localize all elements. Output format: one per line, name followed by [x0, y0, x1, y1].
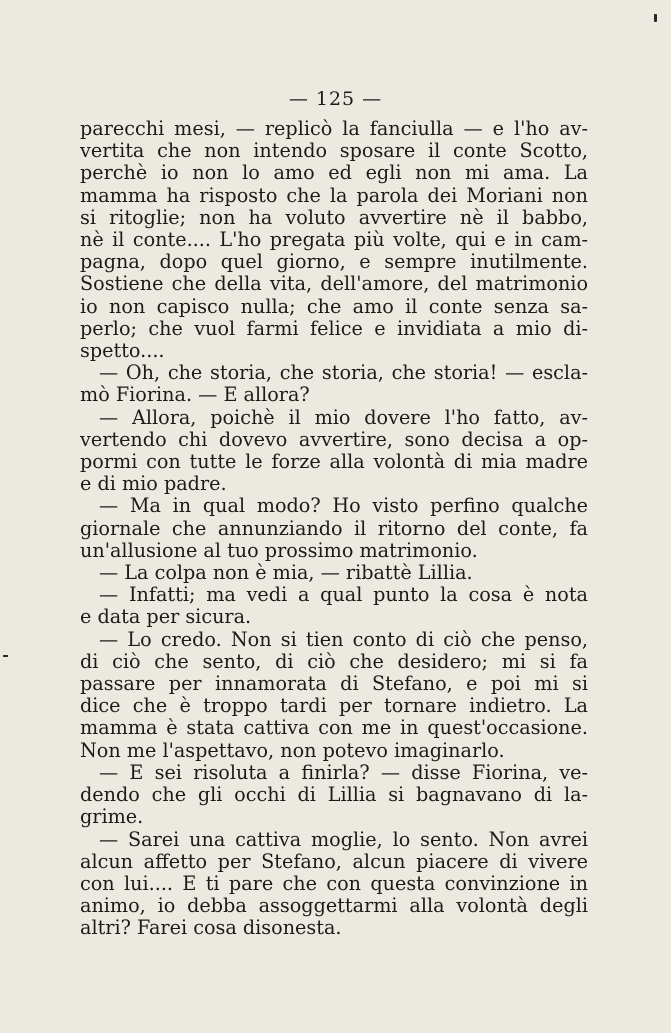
text-line: parecchi mesi, — replicò la fanciulla — e l'ho av- — [80, 118, 588, 140]
text-line: vertita che non intendo sposare il conte Scotto, — [80, 140, 588, 163]
text-line: — E sei risoluta a finirla? — disse Fiorina, ve- — [99, 761, 588, 784]
text-line: e data per sicura. — [80, 606, 252, 629]
text-line: dendo che gli occhi di Lillia si bagnavano di la- — [80, 784, 588, 807]
text-line: nè il conte.... L'ho pregata più volte, qui e in cam- — [80, 229, 588, 252]
text-line: — La colpa non è mia, — ribattè Lillia. — [99, 562, 473, 585]
text-line: e di mio padre. — [80, 473, 227, 496]
text-line: — Lo credo. Non si tien conto di ciò che penso, — [99, 628, 588, 651]
text-line: mamma ha risposto che la parola dei Moriani non — [80, 184, 588, 207]
text-line: perlo; che vuol farmi felice e invidiata a mio di- — [80, 317, 588, 340]
text-line: — Ma in qual modo? Ho visto perfino qualche — [99, 495, 588, 518]
text-line: Sostiene che della vita, dell'amore, del matrimonio — [80, 273, 588, 296]
text-line: passare per innamorata di Stefano, e poi mi si — [80, 673, 588, 696]
text-line: io non capisco nulla; che amo il conte senza sa- — [80, 295, 588, 318]
margin-mark — [3, 655, 8, 657]
text-line: spetto.... — [80, 340, 165, 363]
text-line: mò Fiorina. — E allora? — [80, 384, 310, 407]
text-line: alcun affetto per Stefano, alcun piacere di vivere — [80, 850, 588, 873]
text-line: un'allusione al tuo prossimo matrimonio. — [80, 539, 478, 562]
text-line: — Allora, poichè il mio dovere l'ho fatto, av- — [99, 406, 588, 429]
text-line: mamma è stata cattiva con me in quest'occasione. — [80, 717, 588, 740]
text-line: — Sarei una cattiva moglie, lo sento. Non avrei — [99, 828, 588, 851]
text-line: dice che è troppo tardi per tornare indietro. La — [80, 695, 588, 718]
page-number: — 125 — — [288, 88, 383, 110]
text-line: pagna, dopo quel giorno, e sempre inutilmente. — [80, 251, 588, 274]
text-line: animo, io debba assoggettarmi alla volontà degli — [80, 895, 588, 918]
text-line: Non me l'aspettavo, non potevo imaginarlo. — [80, 739, 505, 762]
text-line: di ciò che sento, di ciò che desidero; mi si fa — [80, 650, 588, 673]
body-text — [80, 118, 588, 940]
text-line: grime. — [80, 806, 144, 829]
text-line: giornale che annunziando il ritorno del conte, fa — [80, 517, 588, 540]
text-line: perchè io non lo amo ed egli non mi ama. La — [80, 162, 588, 185]
text-line: — Infatti; ma vedi a qual punto la cosa è nota — [99, 584, 588, 607]
text-line: vertendo chi dovevo avvertire, sono decisa a op- — [80, 428, 588, 451]
text-line: con lui.... E ti pare che con questa convinzione in — [80, 872, 588, 895]
text-line: si ritoglie; non ha voluto avvertire nè il babbo, — [80, 206, 588, 229]
text-line: altri? Farei cosa disonesta. — [80, 917, 342, 940]
text-line: pormi con tutte le forze alla volontà di mia madre — [80, 451, 588, 474]
ink-speck — [654, 14, 657, 22]
text-line: — Oh, che storia, che storia, che storia! — escla- — [99, 362, 588, 385]
